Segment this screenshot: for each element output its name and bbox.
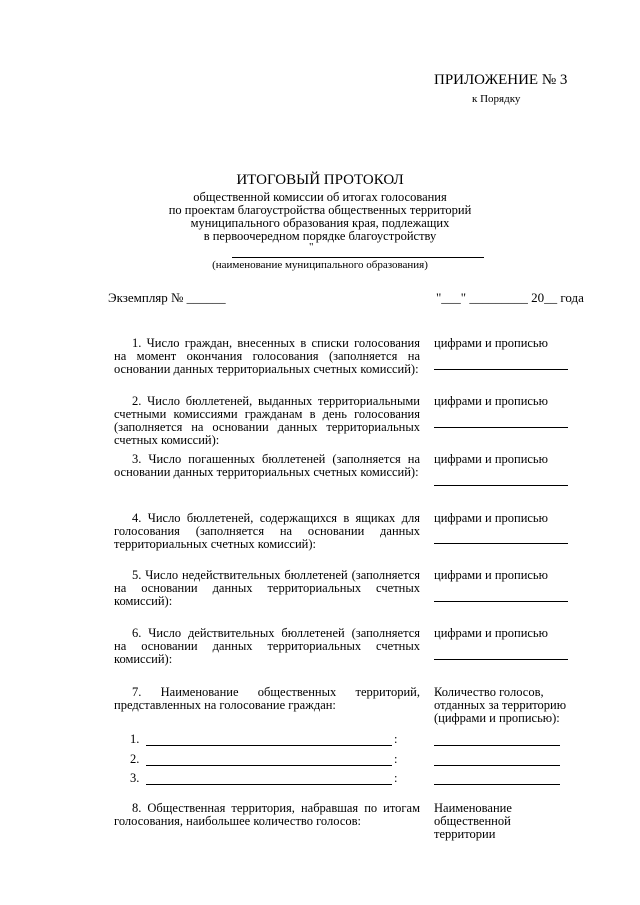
municipality-blank-line — [232, 257, 484, 258]
protocol-title: ИТОГОВЫЙ ПРОТОКОЛ — [236, 172, 404, 188]
item-8-text: 8. Общественная территория, набравшая по итогам голосования, наибольшее количество голосов: — [114, 801, 420, 828]
item-6-text: 6. Число действительных бюллетеней (заполняется на основании данных территориальных счетных комиссий): — [114, 626, 420, 666]
subtitle-line: общественной комиссии об итогах голосования — [193, 190, 447, 204]
territory-row-number: 1. — [130, 732, 140, 746]
territory-votes-line — [434, 745, 560, 746]
item-4-text: 4. Число бюллетеней, содержащихся в ящиках для голосования (заполняется на основании данных территориальных счетных комиссий): — [114, 511, 420, 551]
item-3-answer-label: цифрами и прописью — [434, 452, 548, 466]
subtitle-line: в первоочередном порядке благоустройству — [203, 229, 437, 243]
territory-votes-line — [434, 784, 560, 785]
territory-votes-line — [434, 765, 560, 766]
municipality-quote-mark: " — [309, 241, 314, 253]
territory-row-colon: : — [394, 752, 398, 766]
item-3-text: 3. Число погашенных бюллетеней (заполняется на основании данных территориальных счетных комиссий): — [114, 452, 420, 479]
item-5-answer-line — [434, 601, 568, 602]
appendix-subtitle: к Порядку — [472, 93, 521, 105]
date-field: "___" _________ 20__ года — [436, 290, 584, 305]
item-6-answer-line — [434, 659, 568, 660]
territory-row-colon: : — [394, 771, 398, 785]
item-6-answer-label: цифрами и прописью — [434, 626, 548, 640]
subtitle-line: по проектам благоустройства общественных территорий — [168, 203, 472, 217]
territory-row-colon: : — [394, 732, 398, 746]
appendix-title: ПРИЛОЖЕНИЕ № 3 — [434, 72, 568, 88]
item-7-answer-label: Количество голосов, отданных за территорию (цифрами и прописью): — [434, 685, 567, 725]
item-5-text: 5. Число недействительных бюллетеней (заполняется на основании данных территориальных счетных комиссий): — [114, 568, 420, 608]
protocol-subtitle — [0, 191, 640, 243]
item-4-answer-line — [434, 543, 568, 544]
territory-name-line — [146, 745, 392, 746]
item-2-answer-line — [434, 427, 568, 428]
municipality-caption: (наименование муниципального образования) — [212, 259, 428, 271]
item-7-text: 7. Наименование общественных территорий, представленных на голосование граждан: — [114, 685, 420, 712]
territory-name-line — [146, 765, 392, 766]
subtitle-line: муниципального образования края, подлежащих — [190, 216, 450, 230]
item-4-answer-label: цифрами и прописью — [434, 511, 548, 525]
item-1-answer-line — [434, 369, 568, 370]
territory-name-line — [146, 784, 392, 785]
territory-row-number: 3. — [130, 771, 140, 785]
item-2-answer-label: цифрами и прописью — [434, 394, 548, 408]
item-1-text: 1. Число граждан, внесенных в списки голосования на момент окончания голосования (заполняется на основании данных территориальных счетных комиссий): — [114, 336, 420, 376]
item-2-text: 2. Число бюллетеней, выданных территориальными счетными комиссиями гражданам в день голосования (заполняется на основании данных территориальных счетных комиссий): — [114, 394, 420, 447]
item-8-answer-label: Наименование общественной территории — [434, 801, 512, 841]
item-3-answer-line — [434, 485, 568, 486]
copy-number-field: Экземпляр № ______ — [108, 290, 226, 305]
territory-row-number: 2. — [130, 752, 140, 766]
item-5-answer-label: цифрами и прописью — [434, 568, 548, 582]
item-1-answer-label: цифрами и прописью — [434, 336, 548, 350]
